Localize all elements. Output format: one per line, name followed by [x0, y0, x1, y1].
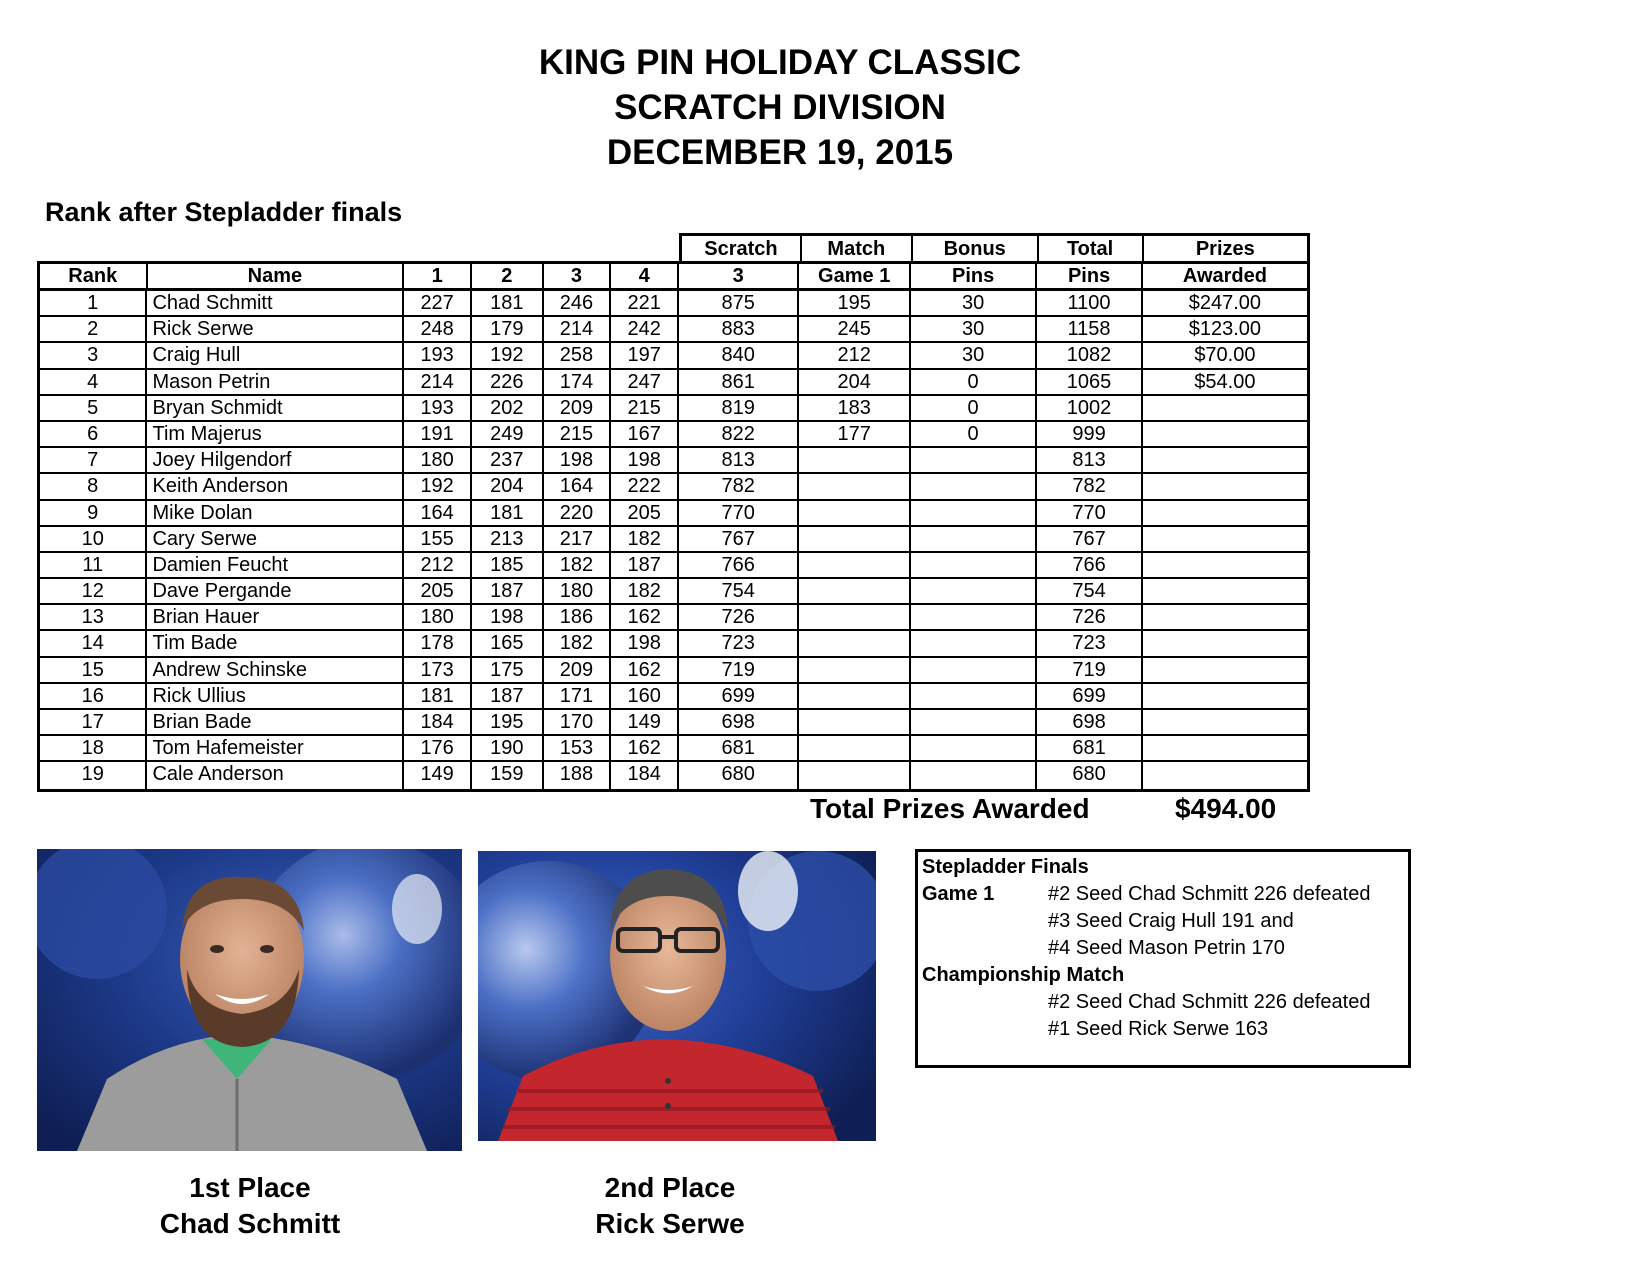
cell-prizes-awarded [1143, 710, 1307, 734]
cell-prizes-awarded: $70.00 [1194, 344, 1256, 367]
cell-total-pins: 698 [1037, 710, 1143, 734]
second-place-caption [510, 1170, 830, 1242]
cell-game-2: 237 [472, 448, 544, 472]
header-rank: Rank [40, 264, 148, 288]
cell-name: Rick Ullius [147, 684, 404, 708]
cell-game-3: 170 [544, 710, 612, 734]
cell-game-3: 258 [544, 343, 612, 367]
cell-game-4: 162 [611, 736, 679, 760]
table-row [40, 422, 1307, 448]
table-row [40, 605, 1307, 631]
cell-match-game-1 [799, 736, 910, 760]
table-row [40, 343, 1307, 369]
second-place-name: Rick Serwe [595, 1208, 745, 1239]
cell-game-2: 187 [472, 684, 544, 708]
cell-prizes-awarded [1143, 422, 1307, 446]
cell-total-pins: 766 [1037, 553, 1143, 577]
cell-scratch-3: 770 [679, 501, 799, 525]
header-name: Name [148, 264, 405, 288]
cell-game-2: 249 [472, 422, 544, 446]
cell-name: Joey Hilgendorf [147, 448, 404, 472]
cell-prizes-awarded [1143, 553, 1307, 577]
total-prizes-label: Total Prizes Awarded [810, 793, 1090, 824]
cell-rank: 12 [40, 579, 147, 603]
header-scratch-3: 3 [679, 264, 799, 288]
cell-name: Tim Bade [147, 631, 404, 655]
cell-prizes-awarded [1143, 605, 1307, 629]
cell-total-pins: 1002 [1037, 396, 1143, 420]
second-place-label: 2nd Place [604, 1172, 736, 1203]
cell-name: Brian Bade [147, 710, 404, 734]
cell-match-game-1 [799, 762, 910, 788]
cell-total-pins: 681 [1037, 736, 1143, 760]
cell-prizes-awarded [1143, 658, 1307, 682]
cell-game-2: 181 [472, 291, 544, 315]
cell-game-2: 213 [472, 527, 544, 551]
cell-game-1: 192 [404, 474, 472, 498]
stepladder-line-text: #1 Seed Rick Serwe 163 [1048, 1018, 1269, 1040]
cell-game-3: 188 [544, 762, 612, 788]
cell-match-game-1 [799, 579, 910, 603]
header-prizes: Prizes [1195, 238, 1255, 260]
cell-match-game-1 [799, 631, 910, 655]
cell-bonus-pins: 30 [911, 343, 1037, 367]
cell-match-game-1: 204 [799, 370, 910, 394]
cell-rank: 11 [40, 553, 147, 577]
cell-name: Brian Hauer [147, 605, 404, 629]
table-row [40, 474, 1307, 500]
cell-name: Tom Hafemeister [147, 736, 404, 760]
first-place-name: Chad Schmitt [159, 1208, 341, 1239]
cell-rank: 19 [40, 762, 147, 788]
cell-name: Cary Serwe [147, 527, 404, 551]
cell-game-3: 180 [544, 579, 612, 603]
cell-game-4: 198 [611, 631, 679, 655]
cell-game-4: 182 [611, 579, 679, 603]
cell-total-pins: 719 [1037, 658, 1143, 682]
cell-game-1: 164 [404, 501, 472, 525]
cell-prizes-awarded [1143, 527, 1307, 551]
cell-game-3: 246 [544, 291, 612, 315]
cell-total-pins: 723 [1037, 631, 1143, 655]
header-total-pins: Pins [1037, 264, 1143, 288]
cell-game-4: 197 [611, 343, 679, 367]
cell-game-2: 198 [472, 605, 544, 629]
cell-scratch-3: 813 [679, 448, 799, 472]
table-row [40, 370, 1307, 396]
header-game-3: 3 [544, 264, 612, 288]
cell-match-game-1: 195 [799, 291, 910, 315]
cell-scratch-3: 875 [679, 291, 799, 315]
stepladder-line [922, 1016, 1408, 1043]
cell-total-pins: 770 [1037, 501, 1143, 525]
cell-game-3: 198 [544, 448, 612, 472]
cell-rank: 18 [40, 736, 147, 760]
cell-total-pins: 1065 [1037, 370, 1143, 394]
cell-rank: 14 [40, 631, 147, 655]
cell-bonus-pins: 30 [911, 291, 1037, 315]
cell-bonus-pins: 0 [911, 370, 1037, 394]
cell-game-2: 195 [472, 710, 544, 734]
cell-game-4: 149 [611, 710, 679, 734]
cell-rank: 13 [40, 605, 147, 629]
cell-total-pins: 680 [1037, 762, 1143, 788]
cell-bonus-pins [911, 658, 1037, 682]
cell-game-3: 217 [544, 527, 612, 551]
cell-game-1: 193 [404, 396, 472, 420]
cell-game-4: 182 [611, 527, 679, 551]
stepladder-line [922, 989, 1408, 1016]
header-bonus: Bonus [913, 236, 1039, 261]
cell-scratch-3: 726 [679, 605, 799, 629]
cell-game-3: 182 [544, 631, 612, 655]
stepladder-line-label: Championship Match [922, 964, 1125, 986]
first-place-photo [37, 849, 462, 1151]
cell-rank: 5 [40, 396, 147, 420]
cell-match-game-1: 177 [799, 422, 910, 446]
cell-total-pins: 767 [1037, 527, 1143, 551]
cell-total-pins: 1158 [1037, 317, 1143, 341]
cell-name: Rick Serwe [147, 317, 404, 341]
stepladder-line [922, 908, 1408, 935]
cell-prizes-awarded [1143, 631, 1307, 655]
cell-bonus-pins [911, 736, 1037, 760]
cell-match-game-1: 212 [799, 343, 910, 367]
stepladder-line [922, 935, 1408, 962]
cell-game-4: 162 [611, 605, 679, 629]
division-title: SCRATCH DIVISION [614, 88, 946, 127]
cell-game-2: 185 [472, 553, 544, 577]
cell-name: Dave Pergande [147, 579, 404, 603]
cell-name: Chad Schmitt [147, 291, 404, 315]
table-row [40, 291, 1307, 317]
header-prizes-awarded: Awarded [1182, 265, 1267, 287]
cell-game-1: 212 [404, 553, 472, 577]
table-row [40, 527, 1307, 553]
cell-game-3: 171 [544, 684, 612, 708]
cell-game-2: 226 [472, 370, 544, 394]
cell-rank: 4 [40, 370, 147, 394]
cell-total-pins: 1100 [1037, 291, 1143, 315]
cell-scratch-3: 782 [679, 474, 799, 498]
cell-game-3: 209 [544, 658, 612, 682]
stepladder-line-text: #2 Seed Chad Schmitt 226 defeated [1048, 883, 1371, 905]
cell-prizes-awarded [1143, 684, 1307, 708]
cell-prizes-awarded: $123.00 [1188, 318, 1262, 341]
cell-rank: 2 [40, 317, 147, 341]
cell-match-game-1 [799, 527, 910, 551]
cell-game-4: 222 [611, 474, 679, 498]
table-row [40, 501, 1307, 527]
cell-scratch-3: 754 [679, 579, 799, 603]
cell-rank: 1 [40, 291, 147, 315]
cell-scratch-3: 723 [679, 631, 799, 655]
stepladder-lines [922, 881, 1408, 1043]
cell-game-4: 187 [611, 553, 679, 577]
cell-game-4: 162 [611, 658, 679, 682]
cell-game-4: 198 [611, 448, 679, 472]
header-game-1: 1 [404, 264, 472, 288]
cell-game-2: 159 [472, 762, 544, 788]
cell-rank: 3 [40, 343, 147, 367]
table-row [40, 762, 1307, 788]
cell-game-4: 215 [611, 396, 679, 420]
table-body [37, 291, 1310, 792]
cell-scratch-3: 698 [679, 710, 799, 734]
header-match-game-1: Game 1 [799, 264, 910, 288]
cell-game-3: 182 [544, 553, 612, 577]
cell-prizes-awarded: $247.00 [1188, 292, 1262, 314]
cell-scratch-3: 680 [679, 762, 799, 788]
stepladder-box [915, 849, 1411, 1068]
cell-name: Keith Anderson [147, 474, 404, 498]
cell-game-3: 209 [544, 396, 612, 420]
cell-game-2: 204 [472, 474, 544, 498]
header-bonus-pins: Pins [911, 264, 1037, 288]
cell-prizes-awarded [1143, 448, 1307, 472]
cell-bonus-pins [911, 501, 1037, 525]
cell-game-1: 180 [404, 448, 472, 472]
header-game-2: 2 [472, 264, 544, 288]
first-place-label: 1st Place [189, 1172, 311, 1203]
cell-bonus-pins [911, 631, 1037, 655]
cell-scratch-3: 719 [679, 658, 799, 682]
total-prizes-value: $494.00 [1175, 793, 1277, 824]
cell-game-4: 242 [611, 317, 679, 341]
cell-game-2: 179 [472, 317, 544, 341]
cell-bonus-pins [911, 474, 1037, 498]
cell-match-game-1 [799, 605, 910, 629]
first-place-caption [90, 1170, 410, 1242]
cell-game-2: 187 [472, 579, 544, 603]
cell-bonus-pins [911, 579, 1037, 603]
cell-game-4: 205 [611, 501, 679, 525]
cell-scratch-3: 699 [679, 684, 799, 708]
cell-game-3: 220 [544, 501, 612, 525]
cell-bonus-pins [911, 553, 1037, 577]
cell-game-4: 247 [611, 370, 679, 394]
table-row [40, 658, 1307, 684]
cell-bonus-pins [911, 605, 1037, 629]
cell-name: Tim Majerus [147, 422, 404, 446]
cell-total-pins: 699 [1037, 684, 1143, 708]
cell-name: Craig Hull [147, 343, 404, 367]
table-row [40, 317, 1307, 343]
cell-name: Mason Petrin [147, 370, 404, 394]
cell-bonus-pins [911, 527, 1037, 551]
cell-scratch-3: 766 [679, 553, 799, 577]
table-row [40, 579, 1307, 605]
cell-game-1: 205 [404, 579, 472, 603]
cell-prizes-awarded [1143, 474, 1307, 498]
cell-scratch-3: 861 [679, 370, 799, 394]
cell-match-game-1 [799, 553, 910, 577]
cell-bonus-pins [911, 710, 1037, 734]
cell-scratch-3: 767 [679, 527, 799, 551]
cell-game-3: 174 [544, 370, 612, 394]
cell-name: Bryan Schmidt [147, 396, 404, 420]
table-row [40, 736, 1307, 762]
event-date: DECEMBER 19, 2015 [606, 133, 954, 172]
cell-game-1: 178 [404, 631, 472, 655]
cell-name: Mike Dolan [147, 501, 404, 525]
second-place-photo [478, 851, 876, 1141]
cell-bonus-pins [911, 762, 1037, 788]
table-header-row [37, 261, 1310, 291]
stepladder-line-label: Game 1 [922, 883, 995, 905]
cell-rank: 15 [40, 658, 147, 682]
cell-game-1: 149 [404, 762, 472, 788]
cell-total-pins: 754 [1037, 579, 1143, 603]
cell-bonus-pins [911, 448, 1037, 472]
stepladder-line [922, 881, 1408, 908]
cell-total-pins: 813 [1037, 448, 1143, 472]
cell-rank: 8 [40, 474, 147, 498]
cell-game-4: 184 [611, 762, 679, 788]
cell-game-3: 164 [544, 474, 612, 498]
cell-prizes-awarded [1143, 762, 1307, 788]
cell-game-2: 175 [472, 658, 544, 682]
cell-game-1: 193 [404, 343, 472, 367]
cell-game-2: 181 [472, 501, 544, 525]
cell-bonus-pins: 30 [911, 317, 1037, 341]
cell-prizes-awarded [1143, 736, 1307, 760]
cell-scratch-3: 822 [679, 422, 799, 446]
cell-game-4: 221 [611, 291, 679, 315]
cell-name: Cale Anderson [147, 762, 404, 788]
header-match: Match [802, 236, 913, 261]
cell-prizes-awarded [1143, 396, 1307, 420]
cell-bonus-pins [911, 684, 1037, 708]
cell-rank: 16 [40, 684, 147, 708]
stepladder-line [922, 962, 1408, 989]
stepladder-title: Stepladder Finals [922, 856, 1089, 878]
cell-scratch-3: 681 [679, 736, 799, 760]
cell-match-game-1 [799, 501, 910, 525]
header-scratch: Scratch [682, 236, 802, 261]
results-table [37, 233, 1310, 791]
cell-match-game-1 [799, 658, 910, 682]
cell-rank: 7 [40, 448, 147, 472]
table-subtitle: Rank after Stepladder finals [45, 197, 403, 227]
cell-game-3: 186 [544, 605, 612, 629]
cell-match-game-1 [799, 474, 910, 498]
cell-game-2: 192 [472, 343, 544, 367]
cell-total-pins: 1082 [1037, 343, 1143, 367]
cell-game-3: 214 [544, 317, 612, 341]
cell-game-1: 227 [404, 291, 472, 315]
cell-scratch-3: 840 [679, 343, 799, 367]
cell-game-2: 202 [472, 396, 544, 420]
cell-game-3: 153 [544, 736, 612, 760]
stepladder-line-text: #3 Seed Craig Hull 191 and [1048, 910, 1294, 932]
header-game-4: 4 [611, 264, 679, 288]
cell-rank: 9 [40, 501, 147, 525]
cell-game-1: 181 [404, 684, 472, 708]
cell-game-1: 180 [404, 605, 472, 629]
cell-game-2: 165 [472, 631, 544, 655]
cell-game-1: 191 [404, 422, 472, 446]
cell-match-game-1: 245 [799, 317, 910, 341]
cell-match-game-1 [799, 448, 910, 472]
cell-name: Andrew Schinske [147, 658, 404, 682]
cell-game-1: 184 [404, 710, 472, 734]
table-row [40, 553, 1307, 579]
cell-game-4: 160 [611, 684, 679, 708]
table-row [40, 710, 1307, 736]
table-row [40, 631, 1307, 657]
cell-game-2: 190 [472, 736, 544, 760]
cell-bonus-pins: 0 [911, 396, 1037, 420]
cell-game-1: 173 [404, 658, 472, 682]
cell-prizes-awarded [1143, 579, 1307, 603]
cell-name: Damien Feucht [147, 553, 404, 577]
cell-game-4: 167 [611, 422, 679, 446]
stepladder-line-text: #2 Seed Chad Schmitt 226 defeated [1048, 991, 1371, 1013]
cell-game-1: 214 [404, 370, 472, 394]
cell-match-game-1: 183 [799, 396, 910, 420]
header-total: Total [1039, 236, 1144, 261]
cell-game-1: 248 [404, 317, 472, 341]
cell-total-pins: 999 [1037, 422, 1143, 446]
cell-prizes-awarded [1143, 501, 1307, 525]
cell-total-pins: 726 [1037, 605, 1143, 629]
event-title: KING PIN HOLIDAY CLASSIC [538, 43, 1022, 82]
cell-game-1: 176 [404, 736, 472, 760]
table-row [40, 396, 1307, 422]
cell-rank: 10 [40, 527, 147, 551]
cell-prizes-awarded: $54.00 [1194, 370, 1256, 393]
cell-total-pins: 782 [1037, 474, 1143, 498]
cell-bonus-pins: 0 [911, 422, 1037, 446]
table-row [40, 684, 1307, 710]
stepladder-line-text: #4 Seed Mason Petrin 170 [1048, 937, 1285, 959]
cell-match-game-1 [799, 710, 910, 734]
table-header-top [679, 233, 1310, 261]
cell-match-game-1 [799, 684, 910, 708]
table-row [40, 448, 1307, 474]
cell-game-1: 155 [404, 527, 472, 551]
cell-game-3: 215 [544, 422, 612, 446]
cell-scratch-3: 883 [679, 317, 799, 341]
cell-scratch-3: 819 [679, 396, 799, 420]
cell-rank: 17 [40, 710, 147, 734]
cell-rank: 6 [40, 422, 147, 446]
